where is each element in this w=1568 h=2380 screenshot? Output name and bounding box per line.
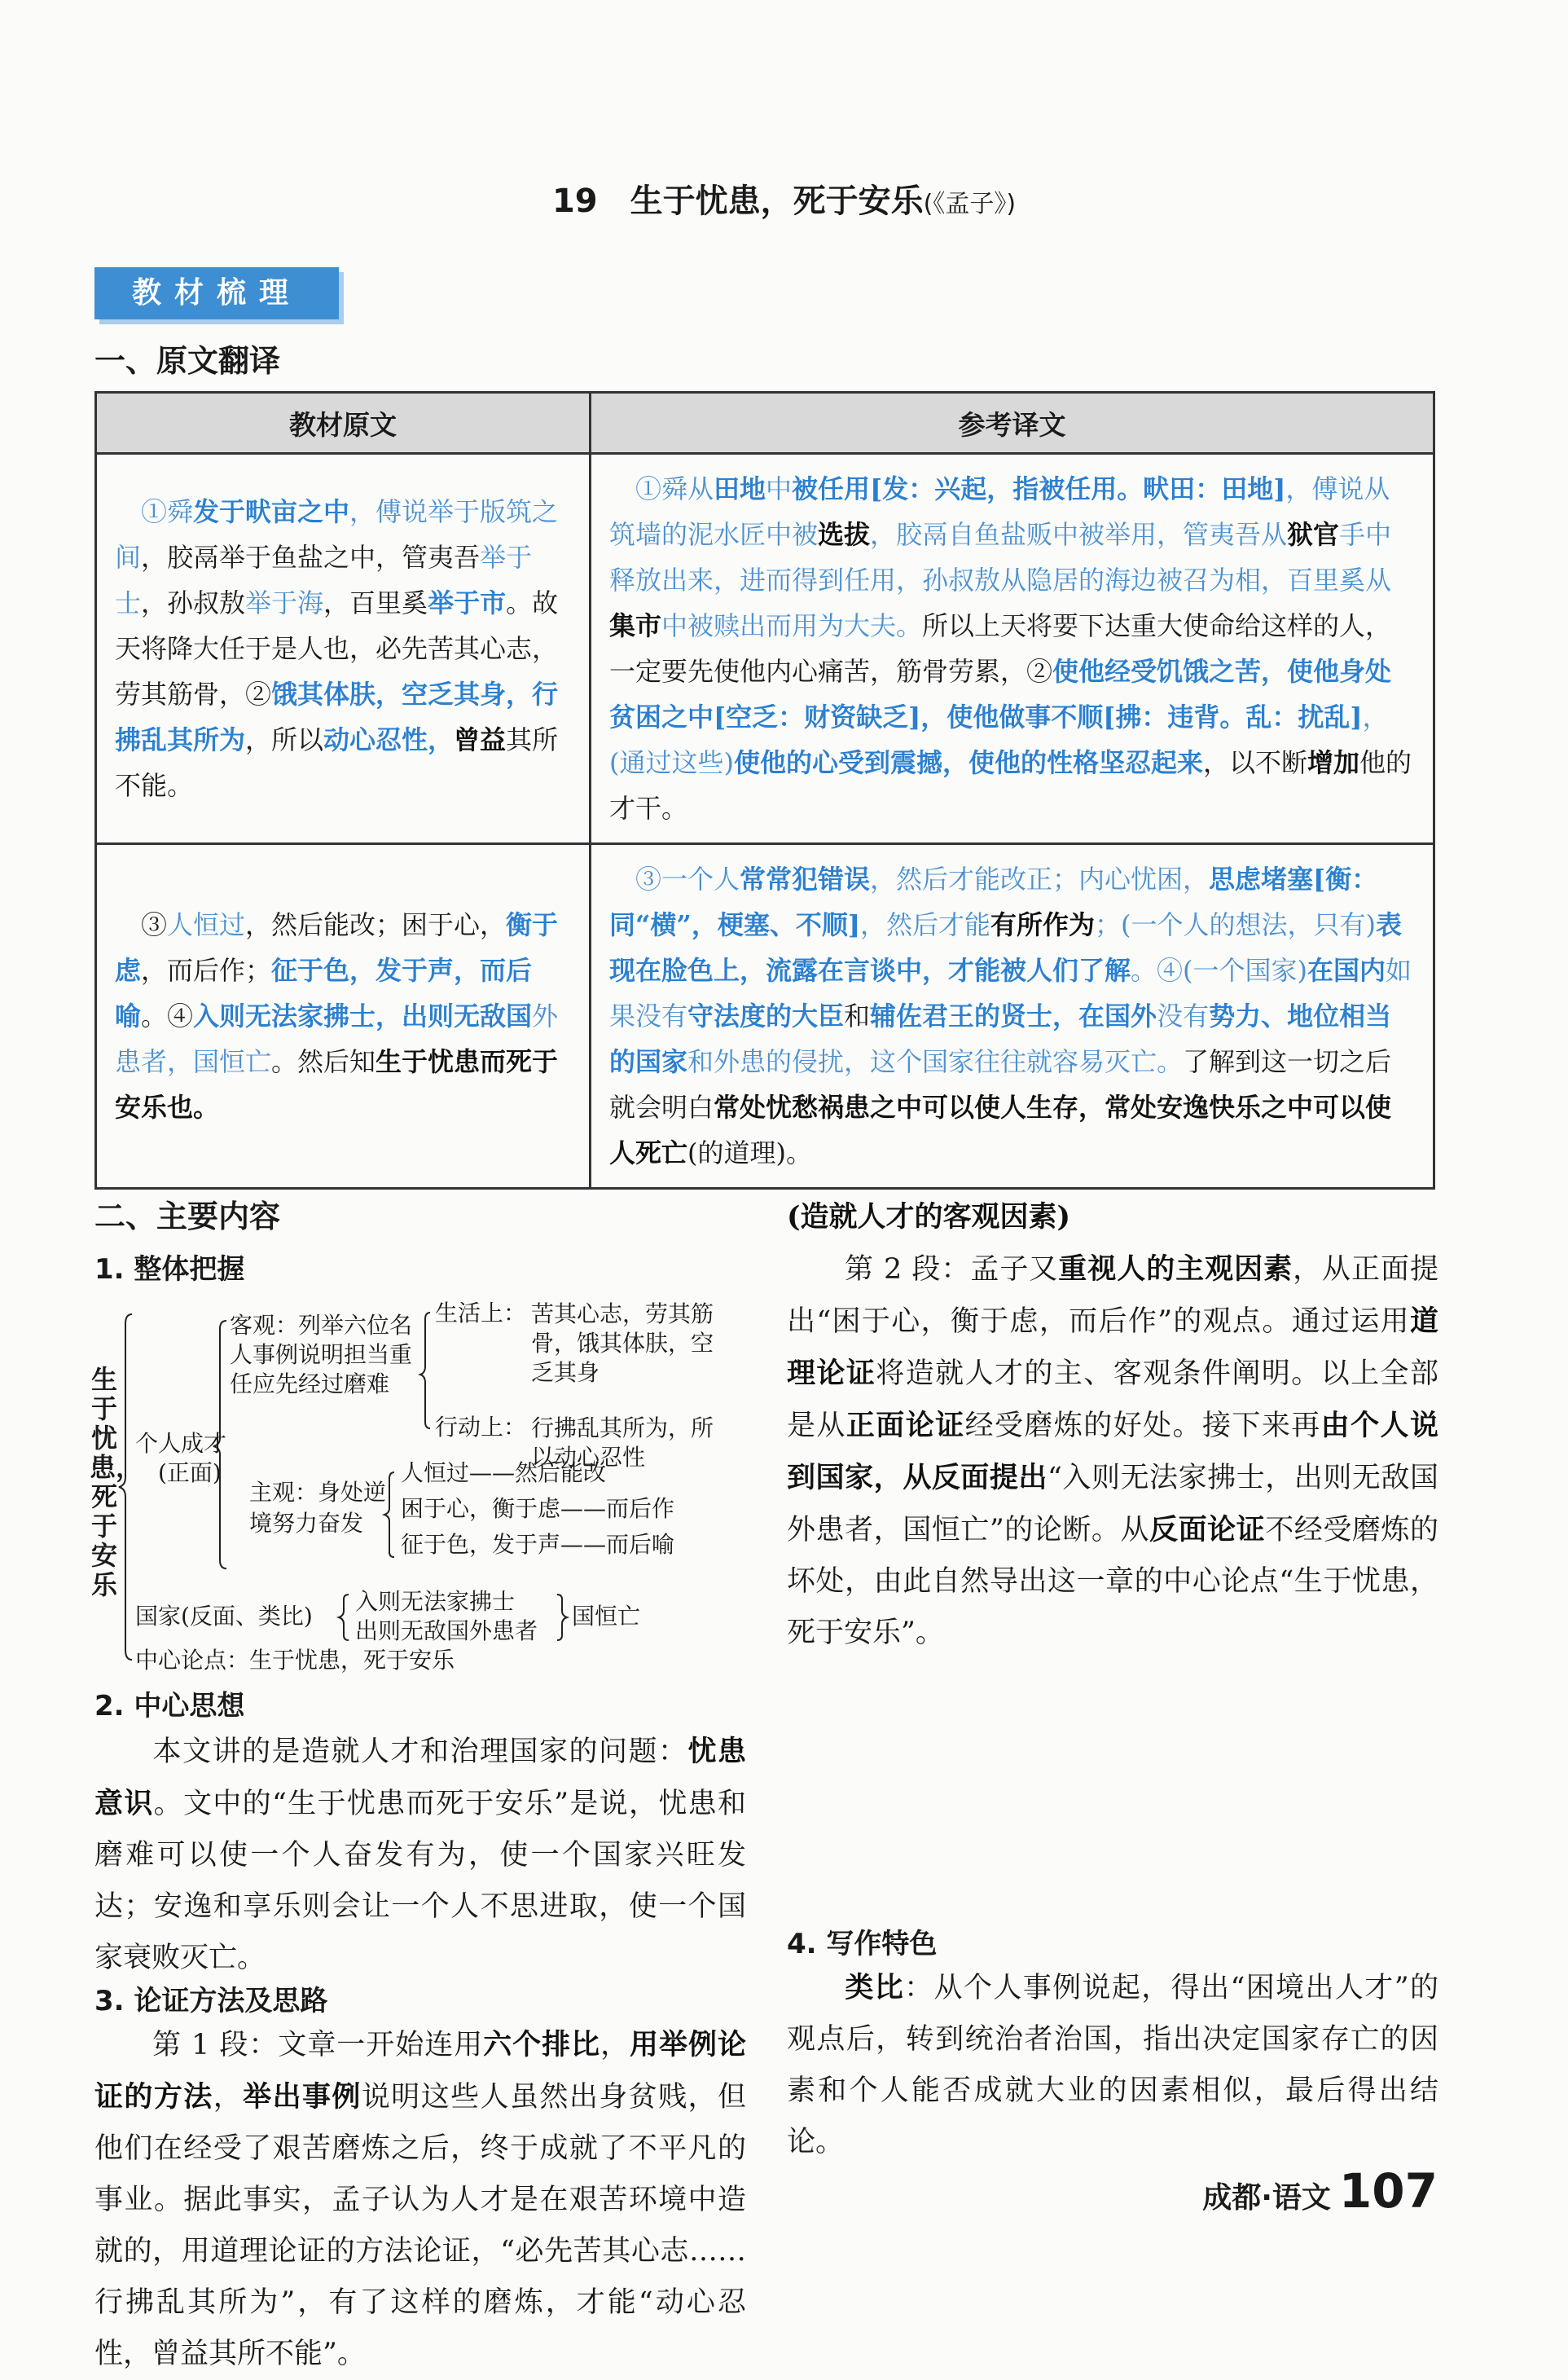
mind-s1: 人恒过——然后能改 [401,1459,607,1486]
footer-label: 成都·语文 [1202,2181,1331,2215]
mind-s2: 困于心，衡于虑——而后作 [401,1495,675,1522]
section-banner: 教材梳理 [94,267,339,319]
mind-objective: 客观：列举六位名人事例说明担当重任应先经过磨难 [230,1312,413,1397]
mind-action-text: 行拂乱其所为，所以动心忍性 [531,1414,714,1471]
country-brace-left [339,1595,349,1640]
central-idea-text: 本文讲的是造就人才和治理国家的问题：忧患意识。文中的“生于忧患而死于安乐”是说，忧患和磨难可以使一个人奋发有为，使一个国家兴旺发达；安逸和享乐则会让一个人不思进取，使一个国家衰败灭亡。 [94,1735,746,1974]
mind-country: 国家(反面、类比) [135,1603,313,1630]
original-text-2: ③人恒过，然后能改；困于心，衡于虑，而后作；征于色，发于声，而后喻。④入则无法家拂士，出则无敌国外患者，国恒亡。然后知生于忧患而死于安乐也。 [96,844,591,1189]
mind-country-result: 国恒亡 [572,1603,641,1630]
subheading-overview: 1. 整体把握 [94,1253,245,1286]
lesson-title-text: 生于忧患，死于安乐 [630,183,924,220]
page-footer [1202,2163,1438,2219]
reasoning-text-part2: (造就人才的客观因素) 第 2 段：孟子又重视人的主观因素，从正面提出“困于心，衡于虑，而后作”的观点。通过运用道理论证将造就人才的主、客观条件阐明。以上全部是从正面论证经受磨炼的好处。接下来再由个人说到国家，从反面提出“入则无法家拂士，出则无敌国外患者，国恒亡”的论断。从反面论证不经受磨炼的坏处，由此自然导出这一章的中心论点“生于忧患，死于安乐”。 [787,1200,1438,1649]
objective-brace [420,1313,430,1428]
mind-map-root: 生于忧患，死于安乐 [90,1364,143,1600]
lesson-number: 19 [551,183,598,220]
original-text-1: ①舜发于畎亩之中，傅说举于版筑之间，胶鬲举于鱼盐之中，管夷吾举于士，孙叔敖举于海，百里奚举于市。故天将降大任于是人也，必先苦其心志，劳其筋骨，②饿其体肤，空乏其身，行拂乱其所为，所以动心忍性，曾益其所不能。 [96,454,591,844]
lesson-title [0,175,1568,222]
reasoning-text-part1: 第 1 段：文章一开始连用六个排比，用举例论证的方法，举出事例说明这些人虽然出身贫贱，但他们在经受了艰苦磨炼之后，终于成就了不平凡的事业。据此事实，孟子认为人才是在艰苦环境中造就的，用道理论证的方法论证，“必先苦其心志……行拂乱其所为”，有了这样的磨炼，才能“动心忍性，曾益其所不能”。 [94,2028,746,2370]
mind-action-label: 行动上： [435,1414,527,1441]
col-original-header: 教材原文 [96,393,591,454]
root-brace [119,1314,132,1660]
translation-text-1: ①舜从田地中被任用[发：兴起，指被任用。畎田：田地]，傅说从筑墙的泥水匠中被选拔，胶鬲自鱼盐贩中被举用，管夷吾从狱官手中释放出来，进而得到任用，孙叔敖从隐居的海边被召为相，百里奚从集市中被赎出而用为大夫。所以上天将要下达重大使命给这样的人，一定要先使他内心痛苦，筋骨劳累，②使他经受饥饿之苦，使他身处贫困之中[空乏：财资缺乏]，使他做事不顺[拂：违背。乱：扰乱]，(通过这些)使他的心受到震撼，使他的性格坚忍起来，以不断增加他的才干。 [591,454,1434,844]
subheading-reasoning: 3. 论证方法及思路 [94,1985,328,2017]
mind-subjective: 主观：身处逆境努力奋发 [249,1479,387,1537]
section-heading-translation: 一、原文翻译 [94,343,281,379]
country-brace-right [557,1595,567,1640]
col-translation-header: 参考译文 [591,393,1434,454]
table-row [96,454,1434,844]
mind-person: 个人成才 [135,1430,227,1457]
translation-table [94,391,1435,1190]
mind-map [90,1291,741,1674]
lesson-source: (《孟子》) [923,190,1017,218]
subheading-central-idea: 2. 中心思想 [94,1690,245,1722]
mind-c2: 出则无敌国外患者 [355,1617,538,1644]
writing-text: 类比：从个人事例说起，得出“困境出人才”的观点后，转到统治者治国，指出决定国家存亡的因素和个人能否成就大业的因素相似，最后得出结论。 [787,1971,1438,2158]
table-row [96,844,1434,1189]
subheading-writing: 4. 写作特色 [787,1928,938,1960]
mind-c1: 入则无法家拂士 [355,1588,516,1615]
mind-life-text: 苦其心志，劳其筋骨，饿其体肤，空乏其身 [531,1300,714,1386]
mind-person-note: (正面) [158,1459,222,1486]
mind-s3: 征于色，发于声——而后喻 [401,1531,675,1558]
section-heading-content: 二、主要内容 [94,1199,281,1234]
mind-thesis: 中心论点：生于忧患，死于安乐 [135,1647,455,1674]
page-number: 107 [1338,2163,1438,2219]
mind-life-label: 生活上： [435,1300,527,1326]
translation-text-2: ③一个人常常犯错误，然后才能改正；内心忧困，思虑堵塞[衡：同“横”，梗塞、不顺]，然后才能有所作为；(一个人的想法，只有)表现在脸色上，流露在言谈中，才能被人们了解。④(一个国家)在国内如果没有守法度的大臣和辅佐君王的贤士，在国外没有势力、地位相当的国家和外患的侵扰，这个国家往往就容易灭亡。了解到这一切之后就会明白常处忧愁祸患之中可以使人生存，常处安逸快乐之中可以使人死亡(的道理)。 [591,844,1434,1189]
